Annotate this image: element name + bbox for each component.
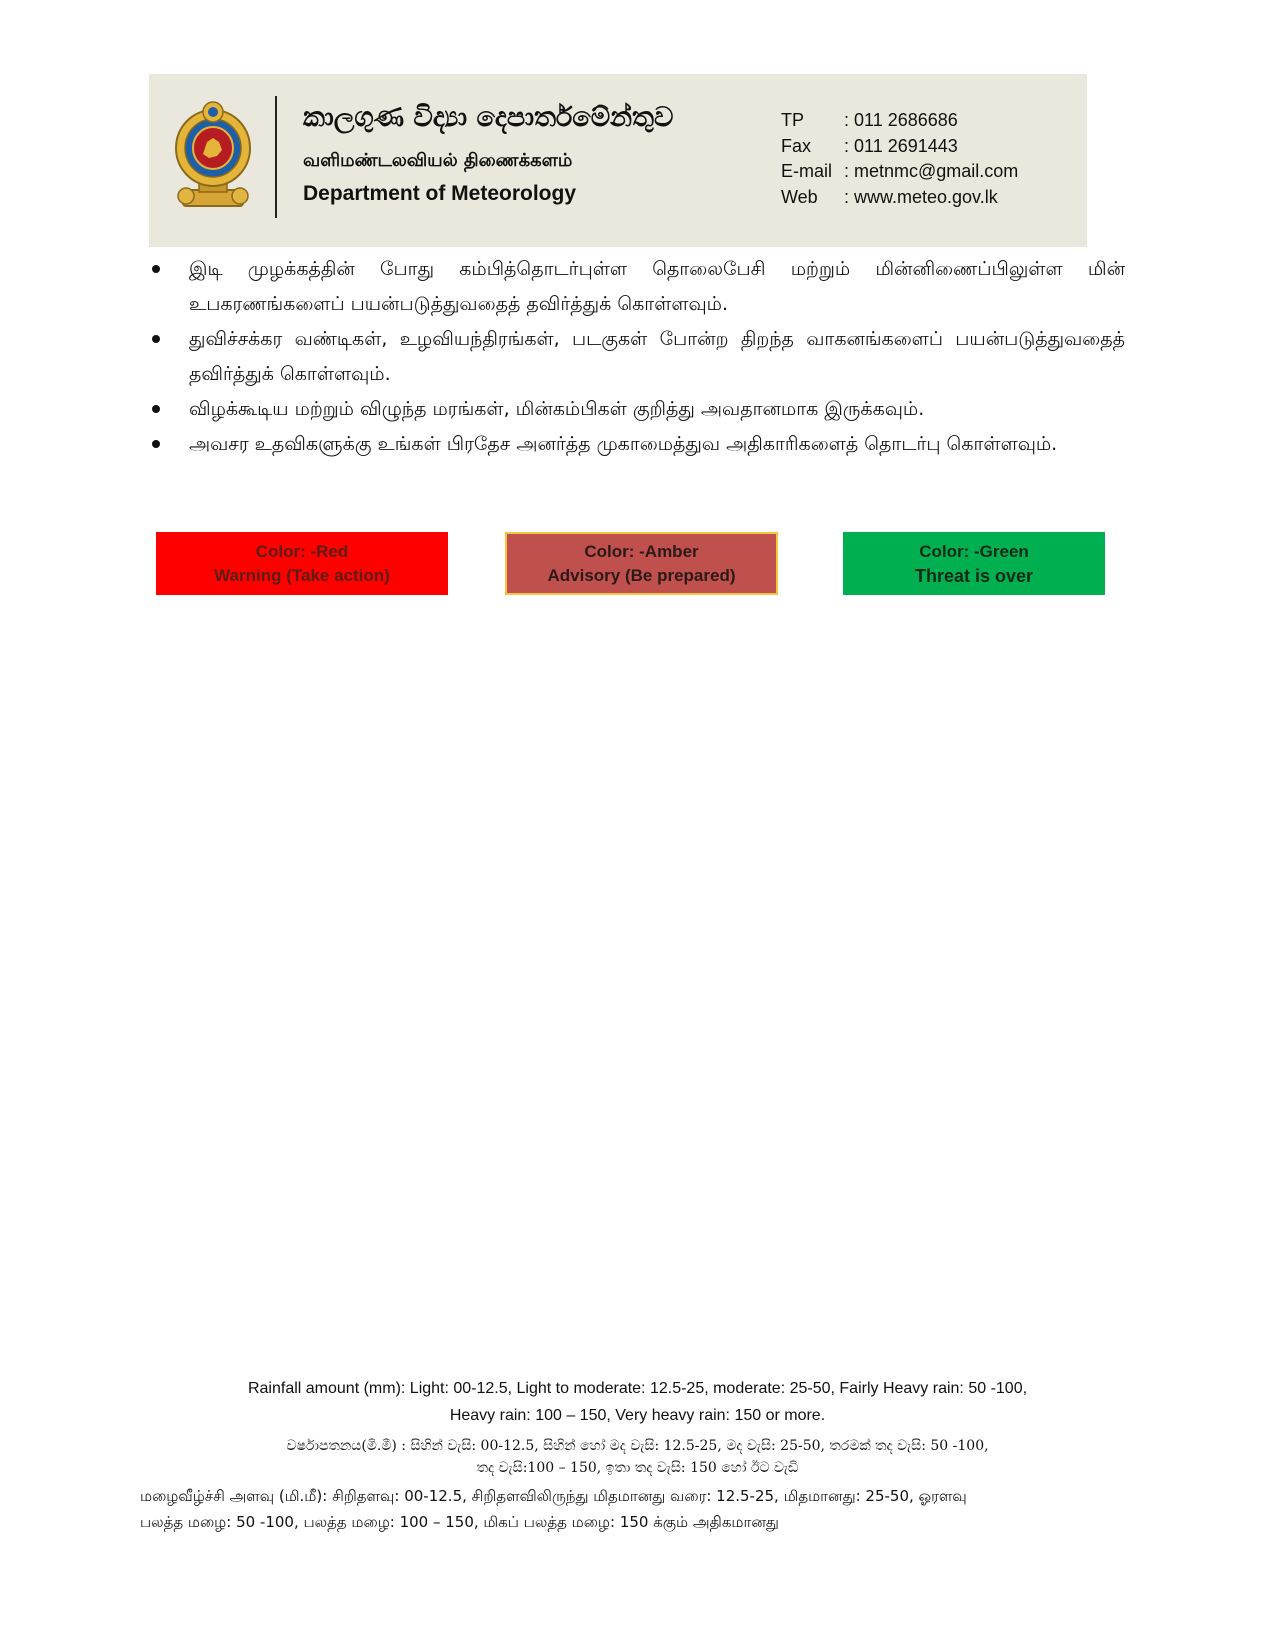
list-item: அவசர உதவிகளுக்கு உங்கள் பிரதேச அனர்த்த முகாமைத்துவ அதிகாரிகளைத் தொடர்பு கொள்ளவும். bbox=[150, 427, 1125, 462]
footer-line: மழைவீழ்ச்சி அளவு (மி.மீ): சிறிதளவு: 00-12.5, சிறிதளவிலிருந்து மிதமானது வரை: 12.5-25, மிதமானது: 25-50, ஓரளவு bbox=[140, 1487, 967, 1505]
list-item: விழக்கூடிய மற்றும் விழுந்த மரங்கள், மின்கம்பிகள் குறித்து அவதானமாக இருக்கவும். bbox=[150, 392, 1125, 427]
contact-label: Web bbox=[781, 186, 818, 207]
footer-line: Rainfall amount (mm): Light: 00-12.5, Light to moderate: 12.5-25, moderate: 25-50, Fairly Heavy rain: 50 -100, bbox=[247, 1380, 1028, 1397]
contact-value: : 011 2686686 bbox=[844, 110, 958, 130]
legend-color-label: Color: -Green bbox=[919, 541, 1029, 561]
contact-label: E-mail bbox=[781, 161, 833, 181]
contact-label: TP bbox=[781, 110, 805, 130]
legend-amber-advisory bbox=[505, 532, 778, 595]
footer-line: Heavy rain: 100 – 150, Very heavy rain: 150 or more. bbox=[449, 1407, 826, 1424]
rainfall-scale-sinhala bbox=[140, 1435, 1135, 1479]
letterhead bbox=[149, 74, 1087, 247]
contact-email bbox=[781, 159, 1018, 185]
footer-line: பலத்த மழை: 50 -100, பலத்த மழை: 100 – 150, மிகப் பலத்த மழை: 150 க்கும் அதிகமானது bbox=[140, 1513, 779, 1531]
contact-label: Fax bbox=[781, 135, 812, 156]
rainfall-scale-tamil bbox=[140, 1483, 1135, 1535]
legend-color-label: Color: -Amber bbox=[584, 541, 699, 561]
contact-fax bbox=[781, 134, 1018, 160]
state-emblem-icon bbox=[173, 98, 253, 212]
legend-meaning: Advisory (Be prepared) bbox=[547, 565, 736, 585]
rainfall-scale-footer bbox=[140, 1375, 1135, 1535]
legend-meaning: Warning (Take action) bbox=[214, 565, 390, 585]
legend-green-over bbox=[843, 532, 1105, 595]
legend-color-label: Color: -Red bbox=[255, 541, 349, 561]
contact-block bbox=[781, 108, 1018, 210]
contact-phone bbox=[781, 108, 1018, 134]
safety-advice-list bbox=[150, 252, 1125, 462]
header-divider bbox=[275, 96, 277, 218]
department-title-tamil: வளிமண்டலவியல் திணைக்களம் bbox=[303, 150, 573, 171]
list-item: இடி முழக்கத்தின் போது கம்பித்தொடர்புள்ள தொலைபேசி மற்றும் மின்னிணைப்பிலுள்ள மின் உபகரணங்களைப் பயன்படுத்துவதைத் தவிர்த்துக் கொள்ளவும். bbox=[150, 252, 1125, 322]
contact-web bbox=[781, 185, 1018, 211]
rainfall-scale-english bbox=[140, 1375, 1135, 1429]
legend-meaning: Threat is over bbox=[914, 565, 1034, 586]
legend-red-warning bbox=[156, 532, 448, 595]
list-item: துவிச்சக்கர வண்டிகள், உழவியந்திரங்கள், படகுகள் போன்ற திறந்த வாகனங்களைப் பயன்படுத்துவதைத் தவிர்த்துக் கொள்ளவும். bbox=[150, 322, 1125, 392]
department-title-sinhala: කාලගුණ විද්‍යා දෙපාර්තමේන්තුව bbox=[303, 102, 674, 133]
footer-line: වර්ෂාපතනය(මි.මී) : සිහින් වැසි: 00-12.5, සිහින් හෝ මද වැසි: 12.5-25, මද වැසි: 25-50, තරමක් තද වැසි: 50 -100, bbox=[286, 1438, 989, 1454]
department-title-english: Department of Meteorology bbox=[303, 182, 577, 205]
footer-line: තද වැසි:100 – 150, ඉතා තද වැසි: 150 හෝ ඊට වැඩි bbox=[476, 1460, 799, 1476]
contact-value: : 011 2691443 bbox=[844, 135, 958, 156]
contact-value: : www.meteo.gov.lk bbox=[844, 186, 998, 207]
contact-value: : metnmc@gmail.com bbox=[844, 161, 1019, 181]
